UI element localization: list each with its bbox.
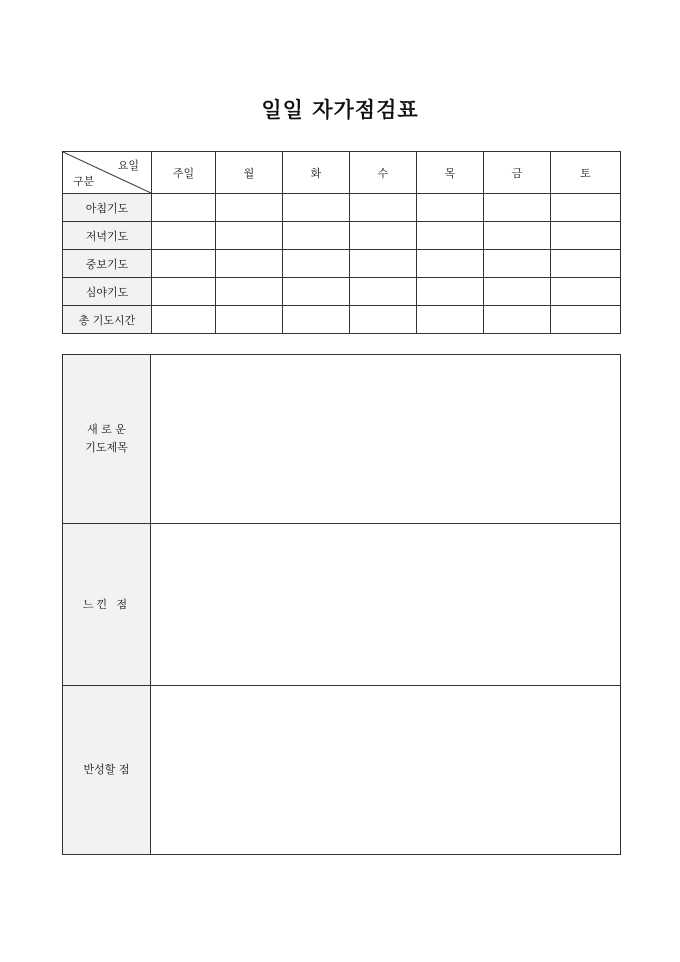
- table-row: [63, 194, 621, 222]
- entry-cell[interactable]: [216, 222, 283, 250]
- weekly-prayer-table: [62, 151, 621, 334]
- feelings-label: 느낀 점: [63, 524, 151, 686]
- entry-cell[interactable]: [417, 278, 484, 306]
- entry-cell[interactable]: [350, 278, 417, 306]
- entry-cell[interactable]: [152, 194, 216, 222]
- entry-cell[interactable]: [417, 222, 484, 250]
- entry-cell[interactable]: [484, 222, 551, 250]
- table-row: [63, 278, 621, 306]
- row-label-evening-prayer: 저녁기도: [63, 222, 152, 250]
- entry-cell[interactable]: [551, 278, 621, 306]
- entry-cell[interactable]: [216, 278, 283, 306]
- entry-cell[interactable]: [216, 306, 283, 334]
- table-header-row: [63, 152, 621, 194]
- entry-cell[interactable]: [283, 194, 350, 222]
- entry-cell[interactable]: [417, 250, 484, 278]
- row-label-intercessory-prayer: 중보기도: [63, 250, 152, 278]
- day-header-sunday: 주일: [152, 152, 216, 194]
- table-row: [63, 306, 621, 334]
- entry-cell[interactable]: [283, 222, 350, 250]
- new-prayer-topics-row: [63, 355, 621, 524]
- feelings-row: [63, 524, 621, 686]
- entry-cell[interactable]: [216, 194, 283, 222]
- reflection-field[interactable]: [151, 686, 621, 855]
- new-prayer-topics-field[interactable]: [151, 355, 621, 524]
- entry-cell[interactable]: [152, 250, 216, 278]
- entry-cell[interactable]: [283, 250, 350, 278]
- entry-cell[interactable]: [350, 306, 417, 334]
- entry-cell[interactable]: [283, 278, 350, 306]
- day-header-saturday: 토: [551, 152, 621, 194]
- row-label-late-night-prayer: 심야기도: [63, 278, 152, 306]
- entry-cell[interactable]: [551, 250, 621, 278]
- entry-cell[interactable]: [551, 222, 621, 250]
- reflection-table: [62, 354, 621, 855]
- corner-day-label: 요일: [117, 159, 139, 172]
- day-header-wednesday: 수: [350, 152, 417, 194]
- feelings-field[interactable]: [151, 524, 621, 686]
- new-prayer-topics-label: [63, 355, 151, 524]
- entry-cell[interactable]: [152, 278, 216, 306]
- entry-cell[interactable]: [484, 306, 551, 334]
- entry-cell[interactable]: [152, 222, 216, 250]
- entry-cell[interactable]: [350, 194, 417, 222]
- entry-cell[interactable]: [551, 306, 621, 334]
- day-header-tuesday: 화: [283, 152, 350, 194]
- corner-header-cell: [63, 152, 152, 194]
- entry-cell[interactable]: [417, 306, 484, 334]
- entry-cell[interactable]: [484, 278, 551, 306]
- entry-cell[interactable]: [484, 250, 551, 278]
- entry-cell[interactable]: [551, 194, 621, 222]
- day-header-monday: 월: [216, 152, 283, 194]
- entry-cell[interactable]: [417, 194, 484, 222]
- entry-cell[interactable]: [216, 250, 283, 278]
- row-label-morning-prayer: 아침기도: [63, 194, 152, 222]
- new-prayer-topics-label-line1: 새 로 운: [87, 423, 126, 436]
- day-header-friday: 금: [484, 152, 551, 194]
- entry-cell[interactable]: [152, 306, 216, 334]
- entry-cell[interactable]: [350, 222, 417, 250]
- reflection-label: 반성할 점: [63, 686, 151, 855]
- table-row: [63, 250, 621, 278]
- entry-cell[interactable]: [484, 194, 551, 222]
- reflection-row: [63, 686, 621, 855]
- entry-cell[interactable]: [283, 306, 350, 334]
- new-prayer-topics-label-line2: 기도제목: [85, 441, 128, 454]
- day-header-thursday: 목: [417, 152, 484, 194]
- corner-category-label: 구분: [73, 175, 95, 188]
- table-row: [63, 222, 621, 250]
- entry-cell[interactable]: [350, 250, 417, 278]
- page-title: 일일 자가점검표: [261, 98, 419, 122]
- row-label-total-prayer-time: 총 기도시간: [63, 306, 152, 334]
